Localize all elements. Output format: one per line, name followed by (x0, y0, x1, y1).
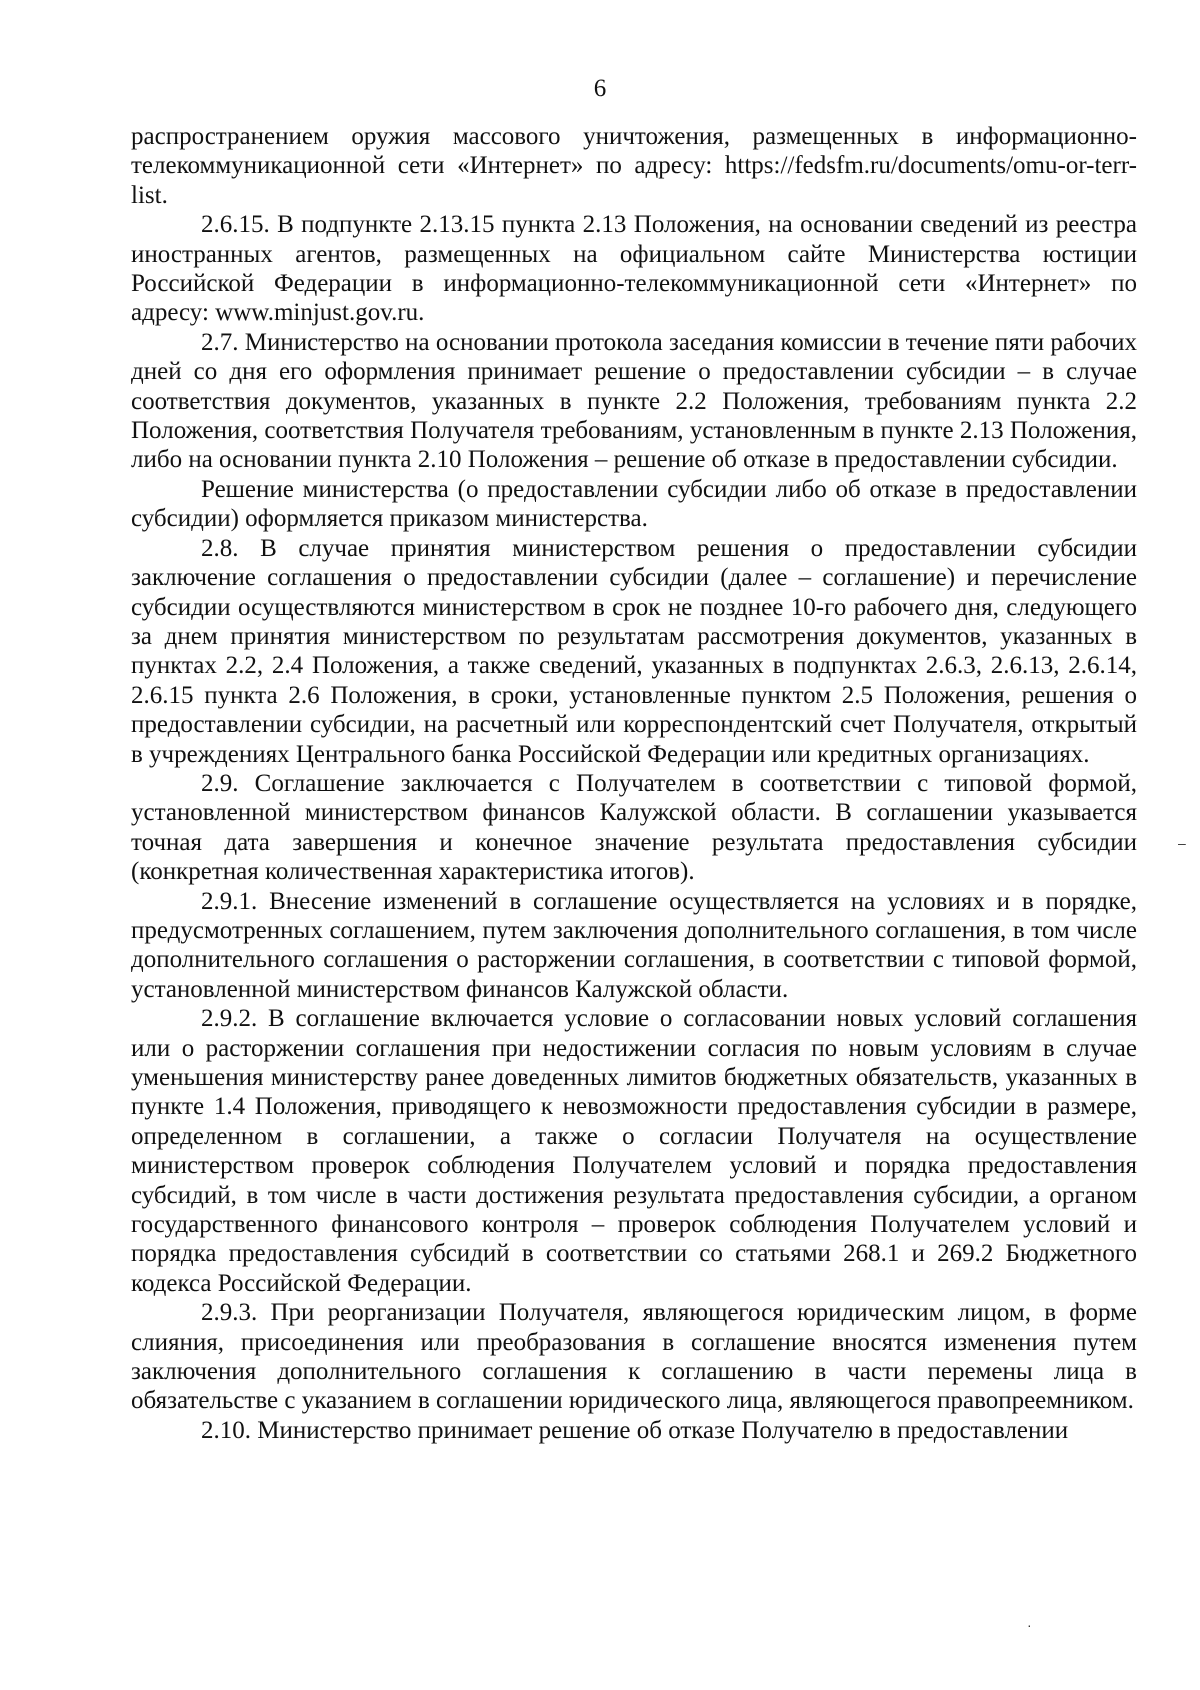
page-number: 6 (593, 75, 607, 102)
paragraph-ministry-decision: Решение министерства (о предоставлении субсидии либо об отказе в предоставлении субсидии) оформляется приказом министерства. (131, 475, 1137, 533)
paragraph-2-6-15: 2.6.15. В подпункте 2.13.15 пункта 2.13 Положения, на основании сведений из реестра иностранных агентов, размещенных на официальном сайте Министерства юстиции Российской Федерации в информационно-телекоммуникационной сети «Интернет» по адресу: www.minjust.gov.ru. (131, 211, 1137, 327)
paragraph-2-9: 2.9. Соглашение заключается с Получателем в соответствии с типовой формой, установленной министерством финансов Калужской области. В соглашении указывается точная дата завершения и конечное значение результата предоставления субсидии (конкретная количественная характеристика итогов). (131, 769, 1137, 886)
paragraph-2-9-3: 2.9.3. При реорганизации Получателя, являющегося юридическим лицом, в форме слияния, присоединения или преобразования в соглашение вносятся изменения путем заключения дополнительного соглашения к соглашению в части перемены лица в обязательстве с указанием в соглашении юридического лица, являющегося правопреемником. (131, 1299, 1137, 1415)
scan-dot-mark: · (1027, 1617, 1032, 1633)
paragraph-omu-list-continuation: распространением оружия массового уничтожения, размещенных в информационно-телекоммуникационной сети «Интернет» по адресу: https://fedsfm.ru/documents/omu-or-terr-list. (131, 123, 1137, 209)
paragraph-2-7: 2.7. Министерство на основании протокола заседания комиссии в течение пяти рабочих дней со дня его оформления принимает решение о предоставлении субсидии – в случае соответствия документов, указанных в пункте 2.2 Положения, требованиям пункта 2.2 Положения, соответствия Получателя требованиям, установленным в пункте 2.13 Положения, либо на основании пункта 2.10 Положения – решение об отказе в предоставлении субсидии. (131, 328, 1137, 474)
paragraph-2-9-1: 2.9.1. Внесение изменений в соглашение осуществляется на условиях и в порядке, предусмотренных соглашением, путем заключения дополнительного соглашения, в том числе дополнительного соглашения о расторжении соглашения, в соответствии с типовой формой, установленной министерством финансов Калужской области. (131, 887, 1137, 1003)
paragraph-2-10: 2.10. Министерство принимает решение об отказе Получателю в предоставлении (201, 1416, 1069, 1444)
scan-dash-mark: – (1178, 835, 1186, 851)
paragraph-2-9-2: 2.9.2. В соглашение включается условие о согласовании новых условий соглашения или о расторжении соглашения при недостижении согласия по новым условиям в случае уменьшения министерству ранее доведенных лимитов бюджетных обязательств, указанных в пункте 1.4 Положения, приводящего к невозможности предоставления субсидии в размере, определенном в соглашении, а также о согласии Получателя на осуществление министерством проверок соблюдения Получателем условий и порядка предоставления субсидий, в том числе в части достижения результата предоставления субсидии, а органом государственного финансового контроля – проверок соблюдения Получателем условий и порядка предоставления субсидий в соответствии со статьями 268.1 и 269.2 Бюджетного кодекса Российской Федерации. (131, 1005, 1137, 1297)
document-body (131, 122, 1137, 1445)
paragraph-2-8: 2.8. В случае принятия министерством решения о предоставлении субсидии заключение соглашения о предоставлении субсидии (далее – соглашение) и перечисление субсидии осуществляются министерством в срок не позднее 10-го рабочего дня, следующего за днем принятия министерством по результатам рассмотрения документов, указанных в пунктах 2.2, 2.4 Положения, а также сведений, указанных в подпунктах 2.6.3, 2.6.13, 2.6.14, 2.6.15 пункта 2.6 Положения, в сроки, установленные пунктом 2.5 Положения, решения о предоставлении субсидии, на расчетный или корреспондентский счет Получателя, открытый в учреждениях Центрального банка Российской Федерации или кредитных организациях. (131, 534, 1137, 768)
